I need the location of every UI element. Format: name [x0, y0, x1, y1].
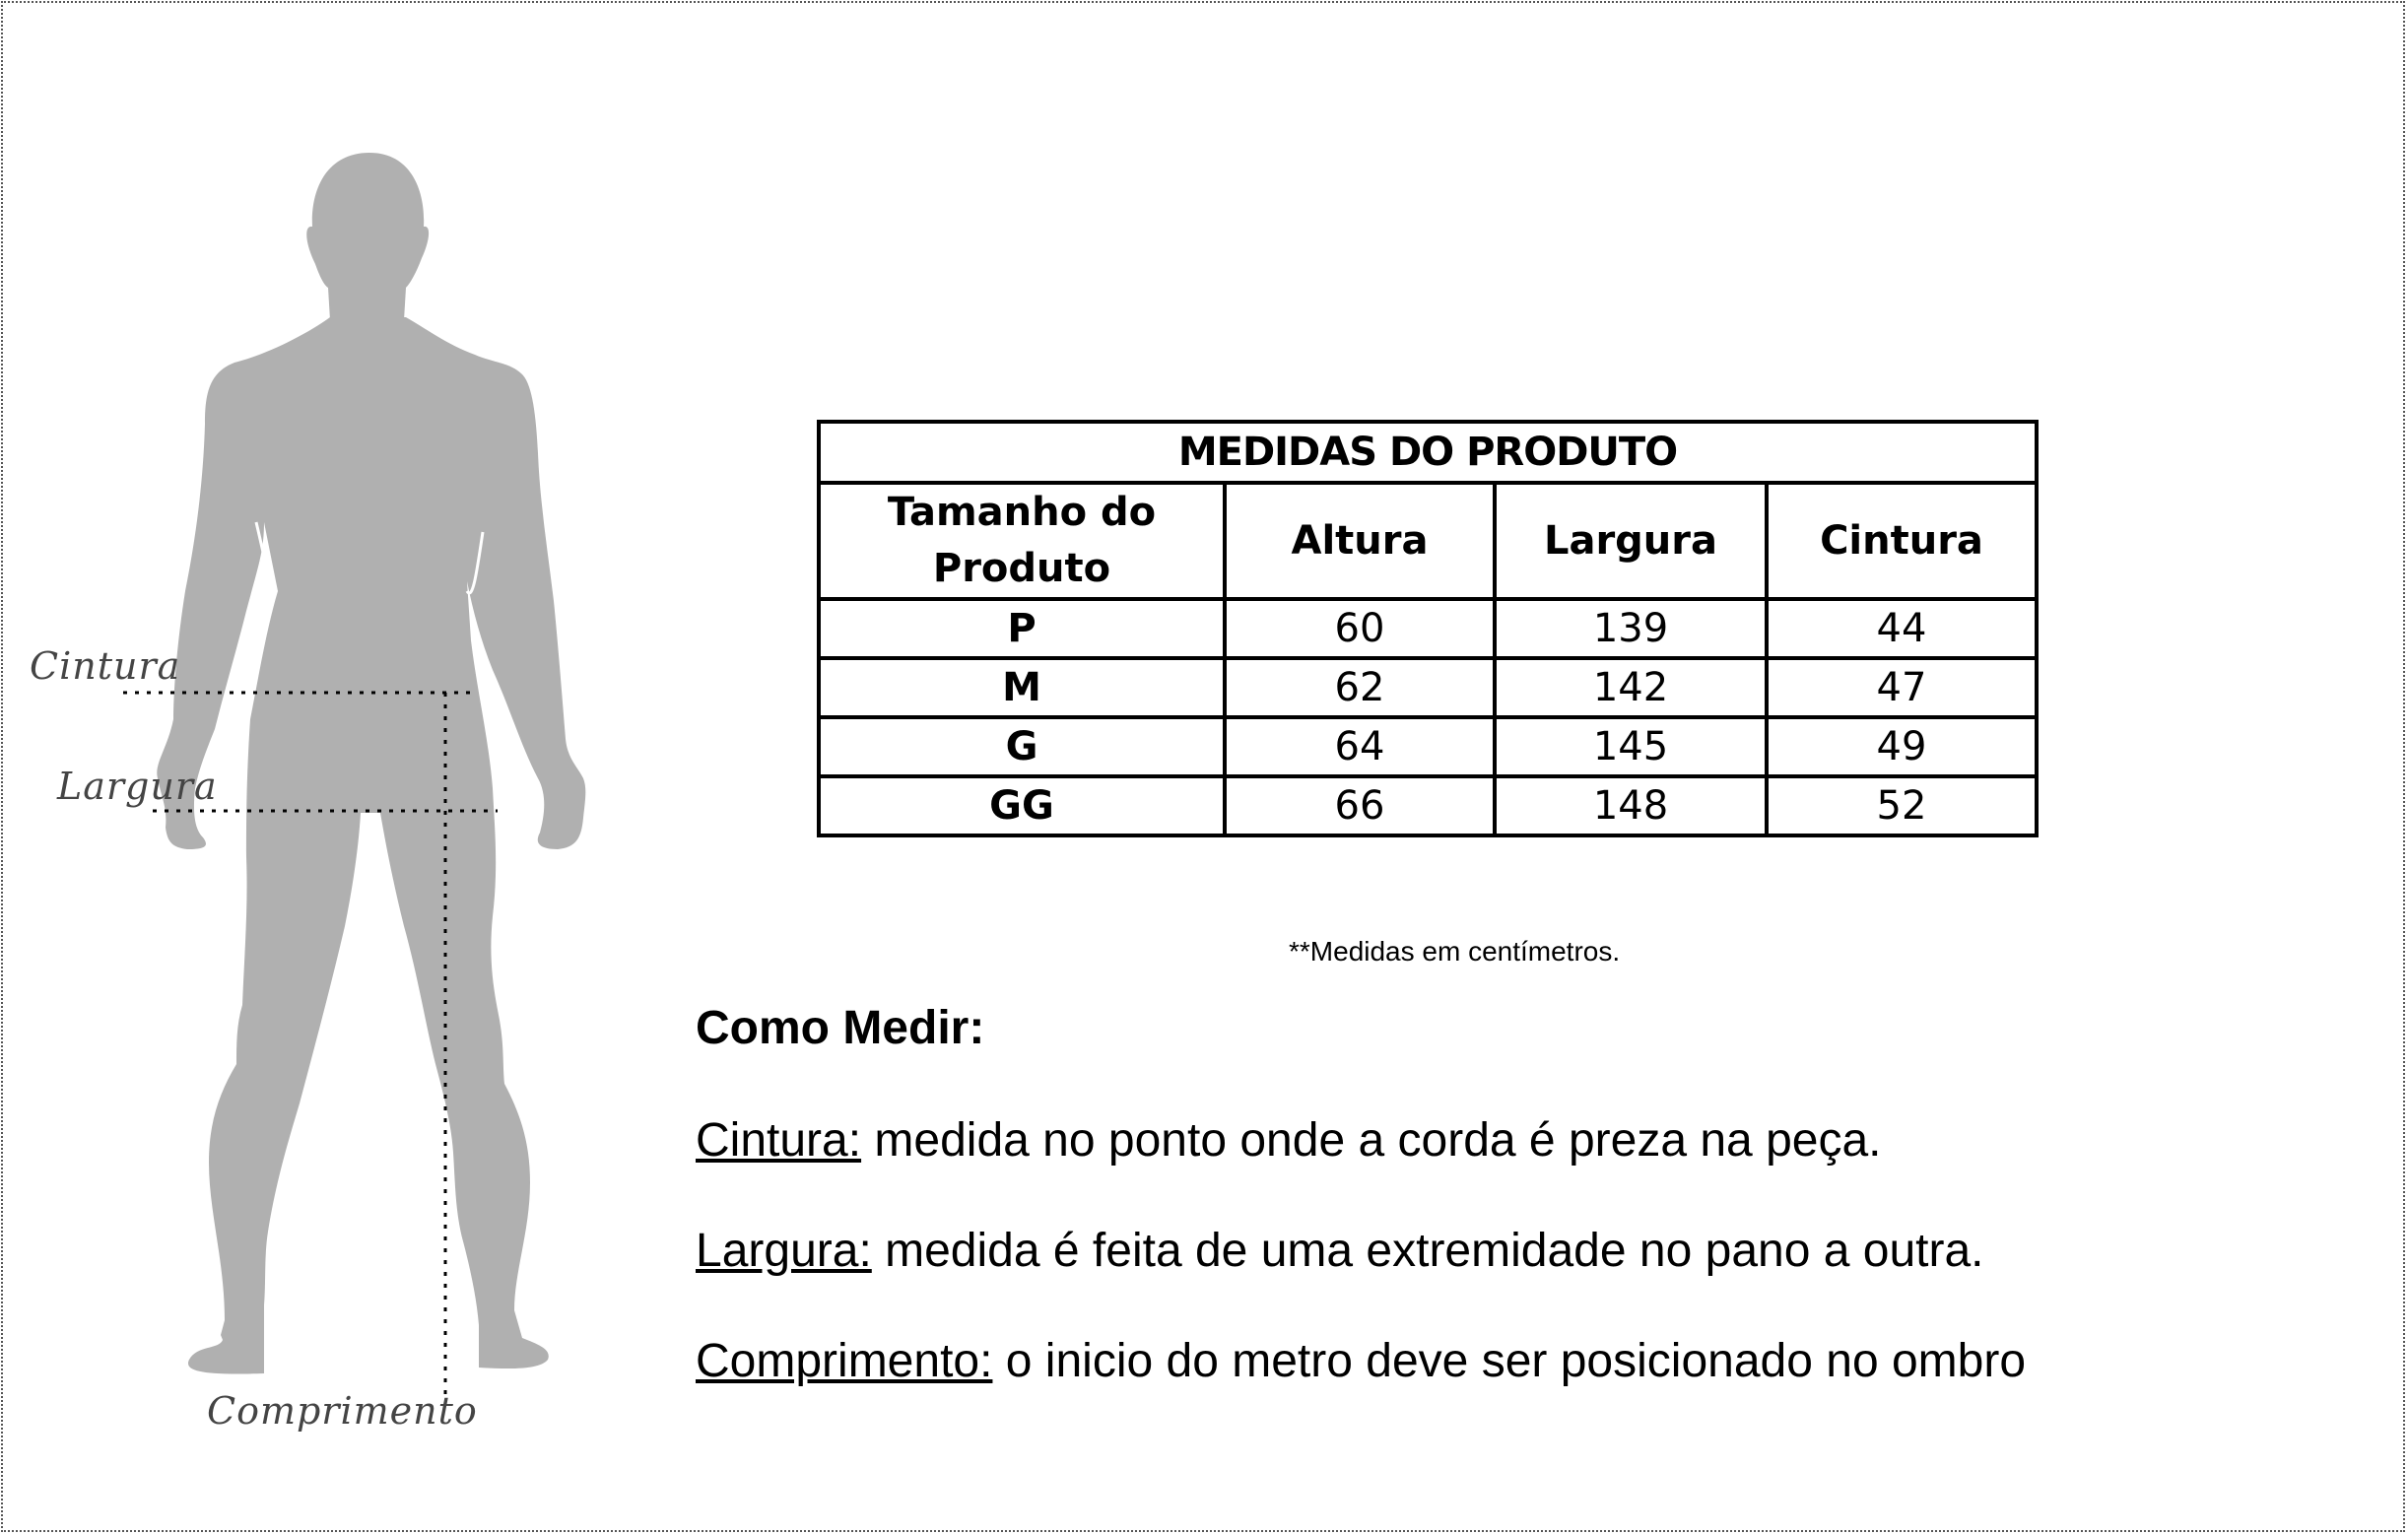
howto-item-cintura [696, 1113, 1882, 1168]
header-size [819, 483, 1225, 599]
units-note: **Medidas em centímetros. [1289, 936, 1621, 967]
cintura-figure-label: Cintura [30, 644, 181, 688]
howto-item-comprimento [696, 1334, 2026, 1388]
largura-cell: 142 [1495, 658, 1767, 717]
header-altura: Altura [1225, 483, 1495, 599]
header-largura: Largura [1495, 483, 1767, 599]
howto-text: o inicio do metro deve ser posicionado no ombro [992, 1335, 2027, 1387]
table-row [819, 599, 2037, 658]
howto-term: Largura: [696, 1225, 872, 1277]
cintura-cell: 47 [1767, 658, 2037, 717]
size-cell: G [819, 717, 1225, 776]
altura-cell: 60 [1225, 599, 1495, 658]
table-title: MEDIDAS DO PRODUTO [819, 422, 2037, 483]
cintura-cell: 52 [1767, 776, 2037, 835]
header-cintura: Cintura [1767, 483, 2037, 599]
table-header-row [819, 483, 2037, 599]
size-cell: M [819, 658, 1225, 717]
header-size-line2: Produto [932, 546, 1111, 591]
size-cell: P [819, 599, 1225, 658]
comprimento-figure-label: Comprimento [207, 1389, 478, 1433]
table-row [819, 776, 2037, 835]
howto-item-largura [696, 1224, 1984, 1278]
header-size-line1: Tamanho do [887, 490, 1157, 535]
altura-cell: 62 [1225, 658, 1495, 717]
altura-cell: 66 [1225, 776, 1495, 835]
howto-text: medida no ponto onde a corda é preza na peça. [861, 1114, 1882, 1167]
howto-term: Comprimento: [696, 1335, 993, 1387]
howto-title: Como Medir: [696, 1002, 985, 1054]
largura-cell: 145 [1495, 717, 1767, 776]
cintura-cell: 44 [1767, 599, 2037, 658]
cintura-cell: 49 [1767, 717, 2037, 776]
largura-cell: 148 [1495, 776, 1767, 835]
largura-figure-label: Largura [57, 765, 218, 808]
howto-term: Cintura: [696, 1114, 862, 1167]
altura-cell: 64 [1225, 717, 1495, 776]
table-row [819, 658, 2037, 717]
table-row [819, 717, 2037, 776]
size-table [817, 420, 2039, 837]
largura-cell: 139 [1495, 599, 1767, 658]
howto-text: medida é feita de uma extremidade no pano a outra. [871, 1225, 1984, 1277]
size-cell: GG [819, 776, 1225, 835]
